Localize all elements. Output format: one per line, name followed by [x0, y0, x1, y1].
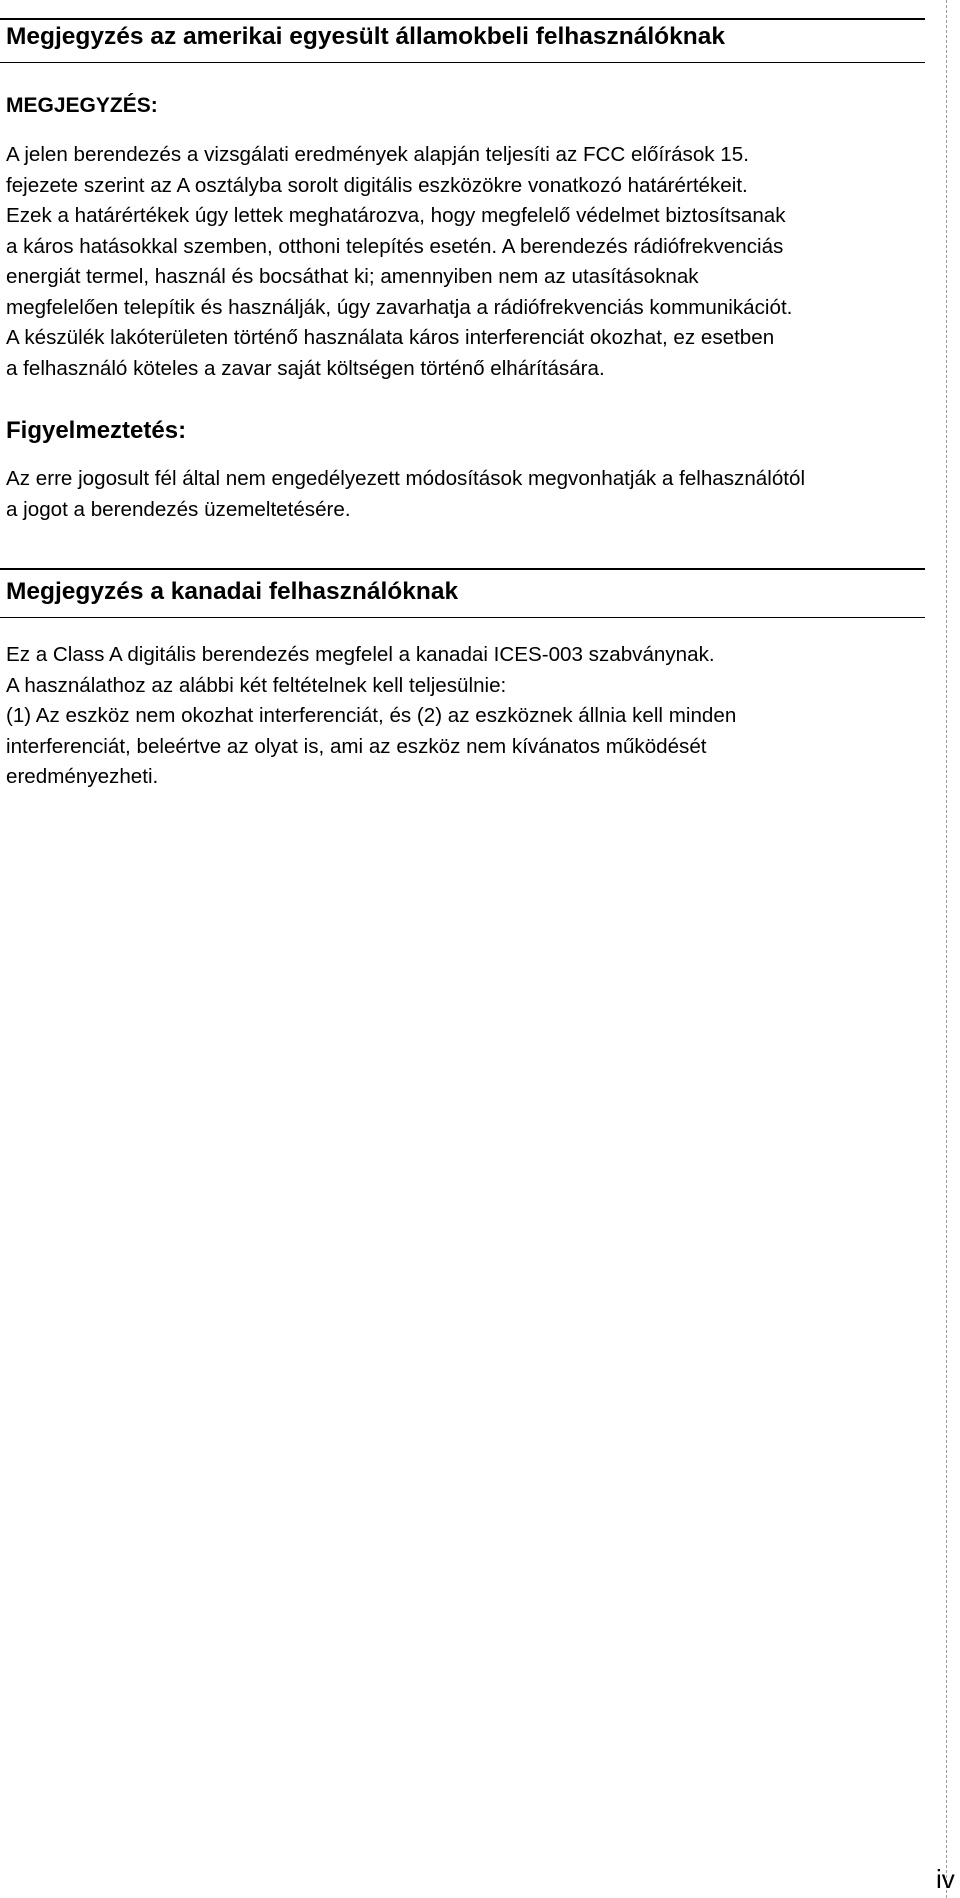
- canada-line: (1) Az eszköz nem okozhat interferenciát, és (2) az eszköznek állnia kell minden: [6, 704, 737, 727]
- canada-title-underline: [0, 617, 925, 618]
- canada-section-title: Megjegyzés a kanadai felhasználóknak: [6, 578, 459, 605]
- us-warning-paragraph: [6, 464, 926, 525]
- us-note-line: A jelen berendezés a vizsgálati eredmények alapján teljesíti az FCC előírások 15.: [6, 143, 749, 166]
- us-note-label: MEGJEGYZÉS:: [6, 94, 158, 117]
- canada-line: Ez a Class A digitális berendezés megfelel a kanadai ICES-003 szabványnak.: [6, 643, 715, 666]
- top-rule: [0, 18, 925, 20]
- us-note-line: a felhasználó köteles a zavar saját költségen történő elhárítására.: [6, 356, 605, 380]
- us-title-underline: [0, 62, 925, 63]
- canada-line: interferenciát, beleértve az olyat is, ami az eszköz nem kívánatos működését: [6, 734, 707, 758]
- us-warning-line: Az erre jogosult fél által nem engedélyezett módosítások megvonhatják a felhasználótól: [6, 467, 806, 490]
- cut-margin-line: [946, 0, 947, 1898]
- us-note-line: energiát termel, használ és bocsáthat ki; amennyiben nem az utasításoknak: [6, 265, 699, 288]
- canada-line: A használathoz az alábbi két feltételnek kell teljesülnie:: [6, 673, 507, 697]
- canada-paragraph: [6, 640, 926, 793]
- canada-top-rule: [0, 568, 925, 570]
- us-note-line: Ezek a határértékek úgy lettek meghatározva, hogy megfelelő védelmet biztosítsanak: [6, 204, 786, 227]
- canada-line: eredményezheti.: [6, 765, 159, 788]
- page-number: iv: [936, 1864, 955, 1894]
- us-note-paragraph: [6, 140, 926, 384]
- us-note-line: fejezete szerint az A osztályba sorolt digitális eszközökre vonatkozó határértékeit.: [6, 173, 748, 197]
- us-note-line: A készülék lakóterületen történő használata káros interferenciát okozhat, ez esetben: [6, 326, 775, 349]
- us-note-line: megfelelően telepítik és használják, úgy zavarhatja a rádiófrekvenciás kommunikációt.: [6, 295, 793, 319]
- us-note-line: a káros hatásokkal szemben, otthoni telepítés esetén. A berendezés rádiófrekvenciás: [6, 234, 784, 258]
- us-warning-label: Figyelmeztetés:: [6, 417, 187, 444]
- us-section-title: Megjegyzés az amerikai egyesült államokbeli felhasználóknak: [6, 23, 725, 50]
- us-warning-line: a jogot a berendezés üzemeltetésére.: [6, 497, 351, 521]
